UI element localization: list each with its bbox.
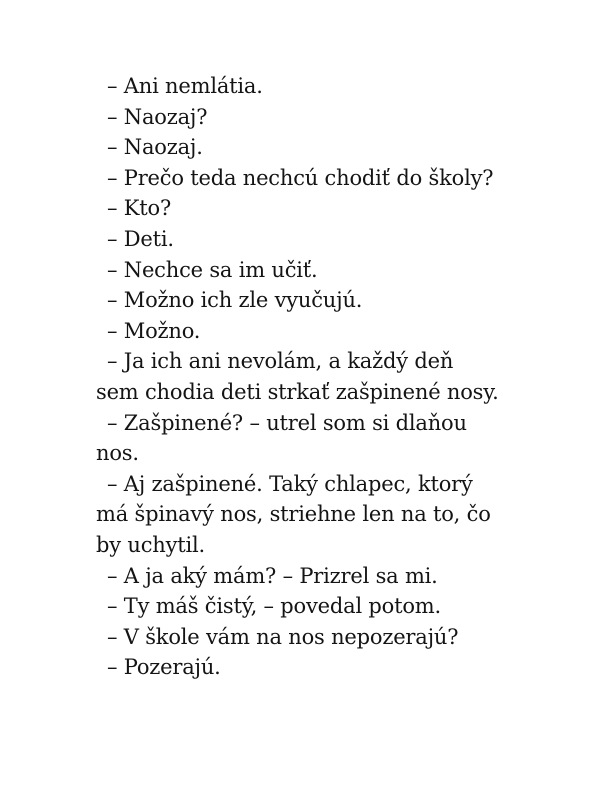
- paragraph: – Deti.: [107, 226, 174, 251]
- paragraph: – Ja ich ani nevolám, a každý deň sem chodia deti strkať zašpinené nosy.: [96, 349, 499, 404]
- paragraph: – Ty máš čistý, – povedal potom.: [107, 594, 441, 619]
- paragraph: – Pozerajú.: [107, 655, 221, 680]
- paragraph: – Zašpinené? – utrel som si dlaňou nos.: [96, 410, 467, 466]
- paragraph: – Nechce sa im učiť.: [107, 257, 318, 282]
- paragraph: – Aj zašpinené. Taký chlapec, ktorý má špinavý nos, striehne len na to, čo by uchytil.: [96, 471, 491, 557]
- paragraph: – Kto?: [107, 196, 172, 221]
- paragraph: – A ja aký mám? – Prizrel sa mi.: [107, 563, 438, 588]
- paragraph: – Ani nemlátia.: [107, 74, 263, 98]
- paragraph: – Naozaj?: [107, 104, 208, 129]
- paragraph: – Možno.: [107, 318, 201, 343]
- paragraph: – V škole vám na nos nepozerajú?: [107, 624, 459, 649]
- paragraph: – Možno ich zle vyučujú.: [107, 288, 363, 313]
- dialogue-text: [96, 71, 536, 683]
- paragraph: – Prečo teda nechcú chodiť do školy?: [107, 165, 494, 190]
- paragraph: – Naozaj.: [107, 135, 203, 160]
